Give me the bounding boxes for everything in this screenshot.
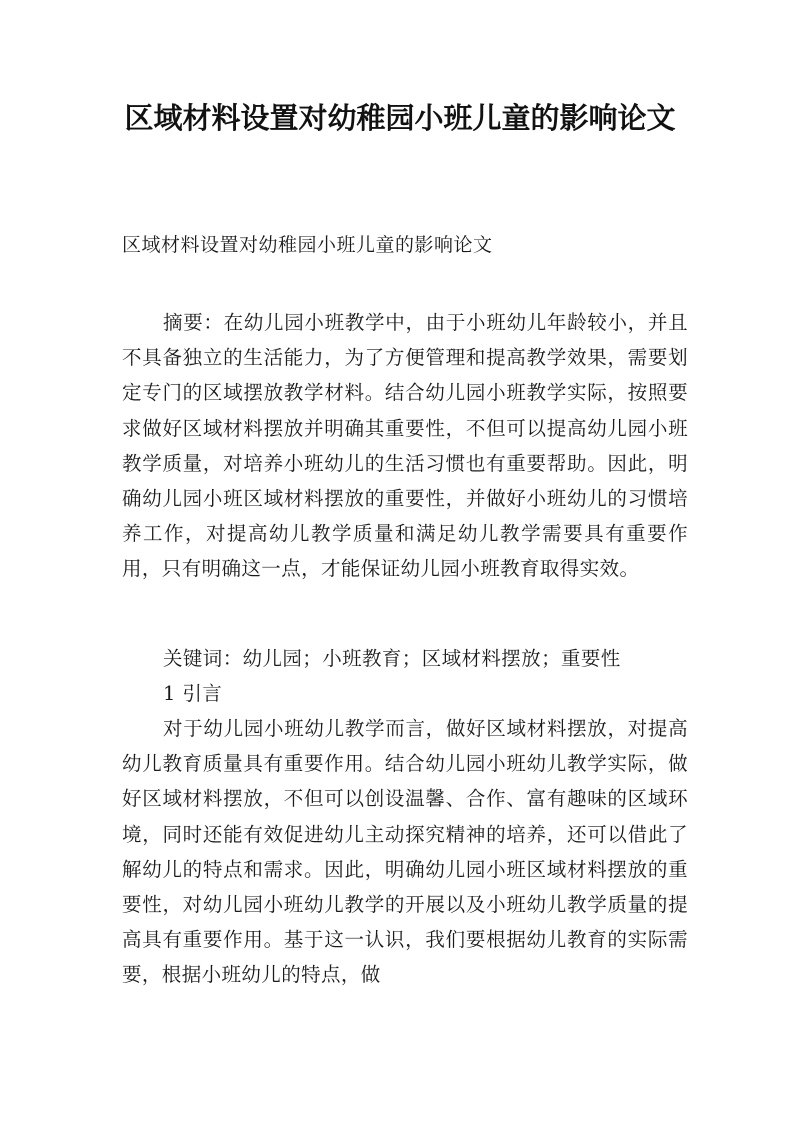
introduction-paragraph: 对于幼儿园小班幼儿教学而言，做好区域材料摆放，对提高幼儿教育质量具有重要作用。结合幼儿园小班幼儿教学实际，做好区域材料摆放，不但可以创设温馨、合作、富有趣味的区域环境，同时还能有效促进幼儿主动探究精神的培养，还可以借此了解幼儿的特点和需求。因此，明确幼儿园小班区域材料摆放的重要性，对幼儿园小班幼儿教学的开展以及小班幼儿教学质量的提高具有重要作用。基于这一认识，我们要根据幼儿教育的实际需要，根据小班幼儿的特点，做	[122, 717, 688, 987]
keywords-line: 关键词：幼儿园；小班教育；区域材料摆放；重要性	[163, 647, 621, 670]
abstract-paragraph: 摘要：在幼儿园小班教学中，由于小班幼儿年龄较小，并且不具备独立的生活能力，为了方便管理和提高教学效果，需要划定专门的区域摆放教学材料。结合幼儿园小班教学实际，按照要求做好区域材料摆放并明确其重要性，不但可以提高幼儿园小班教学质量，对培养小班幼儿的生活习惯也有重要帮助。因此，明确幼儿园小班区域材料摆放的重要性，并做好小班幼儿的习惯培养工作，对提高幼儿教学质量和满足幼儿教学需要具有重要作用，只有明确这一点，才能保证幼儿园小班教育取得实效。	[122, 311, 688, 581]
document-subtitle: 区域材料设置对幼稚园小班儿童的影响论文	[122, 234, 493, 256]
document-title: 区域材料设置对幼稚园小班儿童的影响论文	[124, 101, 676, 135]
section-heading-introduction: 1 引言	[163, 682, 223, 705]
